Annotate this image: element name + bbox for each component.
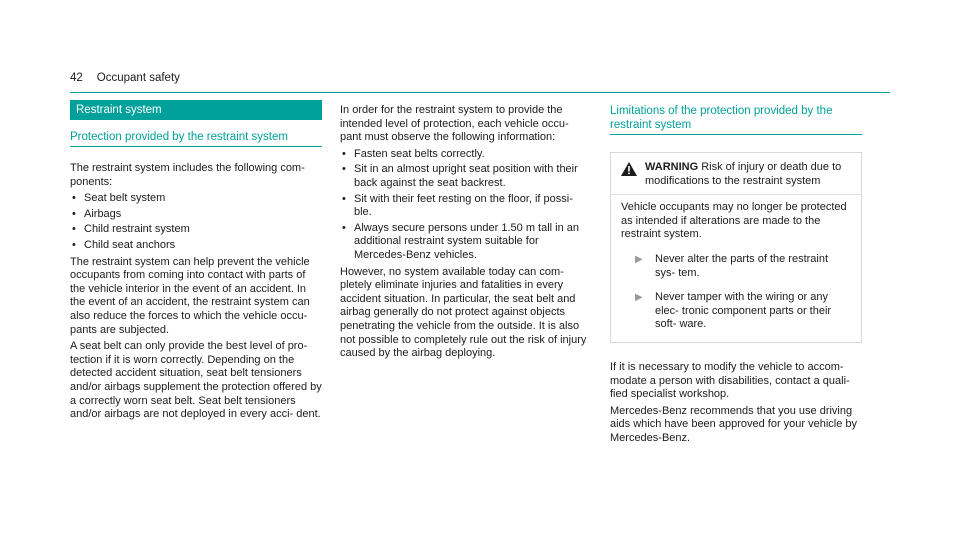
list-item: • Fasten seat belts correctly. xyxy=(342,147,485,160)
arrow-right-icon: ▶ xyxy=(635,253,643,265)
column-2 xyxy=(340,104,592,364)
warning-box xyxy=(610,152,862,343)
warning-body: Vehicle occupants may no longer be protected as intended if alterations are made to the restraint system. xyxy=(621,201,847,241)
page-header xyxy=(70,72,180,84)
list-item: • Child restraint system xyxy=(72,223,190,236)
list-item: • Sit in an almost upright seat position with their back against the seat backrest. xyxy=(342,163,578,189)
paragraph: However, no system available today can com- pletely eliminate injuries and fatalities in every accident situation. In particular, the seat belt and airbag generally do not protect against objects penetrating the vehicle from the outside. It is also not possible to completely rule out the risk of injury caused by the airbag deploying. xyxy=(340,265,587,360)
warning-heading xyxy=(645,161,851,188)
paragraph: A seat belt can only provide the best level of pro- tection if it is worn correctly. Depending on the detected accident situation, seat belt tensioners and/or airbags supplement the protection offered by a correctly worn seat belt. Seat belt tensioners and/or airbags are not deployed in every acci- dent. xyxy=(70,340,322,421)
warning-item: ▶ Never tamper with the wiring or any elec- tronic component parts or their soft- ware. xyxy=(635,291,832,331)
list-item: • Airbags xyxy=(72,207,122,220)
paragraph: Mercedes-Benz recommends that you use driving aids which have been approved for your vehicle by Mercedes-Benz. xyxy=(610,404,858,444)
warning-item: ▶ Never alter the parts of the restraint sys- tem. xyxy=(635,252,829,279)
intro-text: The restraint system includes the following com- ponents: xyxy=(70,162,305,188)
arrow-right-icon: ▶ xyxy=(635,292,643,304)
instruction-list xyxy=(340,148,592,263)
warning-divider xyxy=(611,194,861,195)
paragraph: If it is necessary to modify the vehicle to accom- modate a person with disabilities, contact a quali- fied specialist workshop. xyxy=(610,360,850,401)
column-3 xyxy=(610,104,862,449)
column-1 xyxy=(70,100,322,425)
paragraph: The restraint system can help prevent the vehicle occupants from coming into contact with parts of the vehicle interior in the event of an accident. In the event of an accident, the restraint system can also reduce the forces to which the vehicle occu- pants are subjected. xyxy=(70,255,310,336)
warning-title: Risk of injury or death due to modifications to the restraint system xyxy=(645,161,842,187)
header-rule xyxy=(70,92,890,93)
warning-label: WARNING xyxy=(645,161,699,173)
warning-icon xyxy=(621,162,637,176)
subheading: Limitations of the protection provided by the restraint system xyxy=(610,104,862,135)
subheading: Protection provided by the restraint system xyxy=(70,130,322,147)
list-item: • Seat belt system xyxy=(72,192,166,205)
intro-text: In order for the restraint system to provide the intended level of protection, each vehicle occu- pant must observe the following information: xyxy=(340,104,569,144)
list-item: • Sit with their feet resting on the floor, if possi- ble. xyxy=(342,192,573,219)
section-title: Occupant safety xyxy=(96,72,180,84)
list-item: • Always secure persons under 1.50 m tall in an additional restraint system suitable for Mercedes-Benz vehicles. xyxy=(342,221,580,261)
section-bar: Restraint system xyxy=(70,100,322,120)
list-item: • Child seat anchors xyxy=(72,238,176,251)
component-list xyxy=(70,192,322,252)
page-number: 42 xyxy=(70,72,83,84)
